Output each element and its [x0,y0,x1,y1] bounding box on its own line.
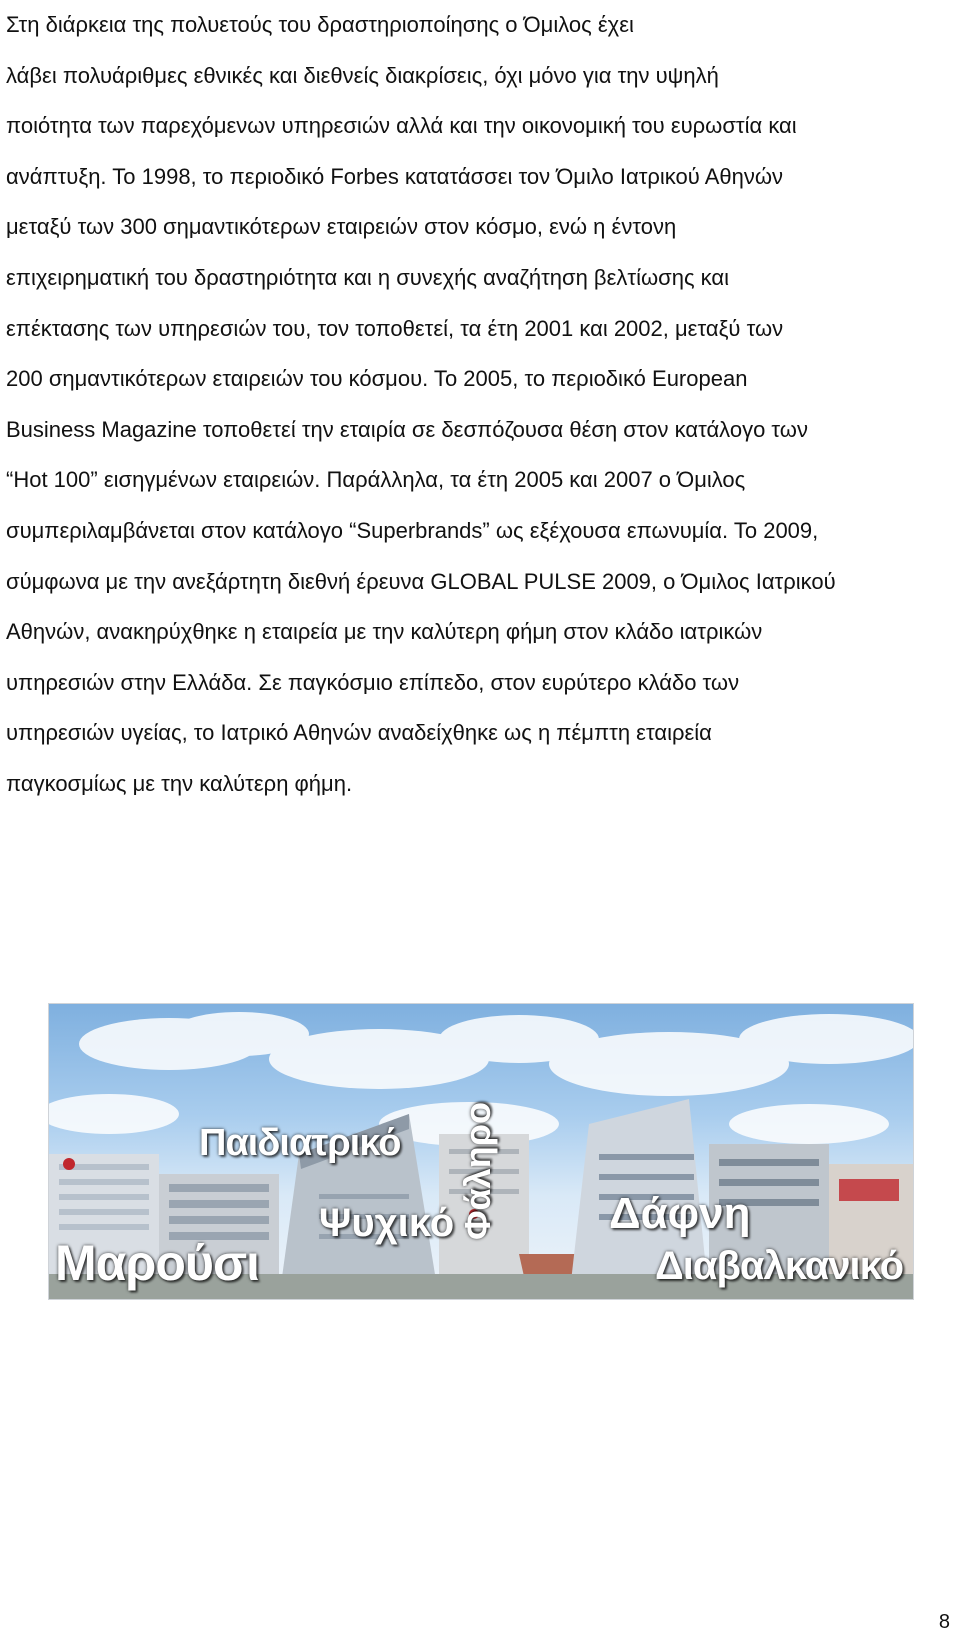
body-paragraph [6,0,956,810]
paragraph-line: 200 σημαντικότερων εταιρειών του κόσμου. Το 2005, το περιοδικό European [6,366,748,392]
label-paidiatriko: Παιδιατρικό [199,1122,401,1164]
paragraph-line: υπηρεσιών υγείας, το Ιατρικό Αθηνών αναδείχθηκε ως η πέμπτη εταιρεία [6,720,712,746]
paragraph-line: επέκτασης των υπηρεσιών του, τον τοποθετεί, τα έτη 2001 και 2002, μεταξύ των [6,315,784,341]
label-diavalkaniko: Διαβαλκανικό [655,1244,904,1288]
paragraph-line: Στη διάρκεια της πολυετούς του δραστηριοποίησης ο Όμιλος έχει [6,12,634,37]
paragraph-line: ποιότητα των παρεχόμενων υπηρεσιών αλλά και την οικονομική του ευρωστία και [6,113,797,139]
label-dafni: Δάφνη [609,1189,751,1238]
paragraph-line: υπηρεσιών στην Ελλάδα. Σε παγκόσμιο επίπεδο, στον ευρύτερο κλάδο των [6,669,740,695]
paragraph-line: μεταξύ των 300 σημαντικότερων εταιρειών στον κόσμο, ενώ η έντονη [6,214,677,240]
paragraph-line: Business Magazine τοποθετεί την εταιρία σε δεσπόζουσα θέση στον κατάλογο των [6,416,808,442]
paragraph-line: παγκοσμίως με την καλύτερη φήμη. [6,770,353,796]
hospitals-banner-image [48,1003,914,1300]
paragraph-line: επιχειρηματική του δραστηριότητα και η συνεχής αναζήτηση βελτίωσης και [6,264,730,290]
label-marousi: Μαρούσι [55,1235,260,1291]
paragraph-line: σύμφωνα με την ανεξάρτητη διεθνή έρευνα GLOBAL PULSE 2009, ο Όμιλος Ιατρικού [6,568,836,594]
paragraph-line: “Hot 100” εισηγμένων εταιρειών. Παράλληλα, τα έτη 2005 και 2007 ο Όμιλος [6,467,746,493]
label-faliro: Φάληρο [457,1102,498,1240]
label-psychiko: Ψυχικό [319,1201,455,1245]
paragraph-line: λάβει πολυάριθμες εθνικές και διεθνείς διακρίσεις, όχι μόνο για την υψηλή [6,62,719,88]
paragraph-line: συμπεριλαμβάνεται στον κατάλογο “Superbrands” ως εξέχουσα επωνυμία. Το 2009, [6,517,819,543]
paragraph-line: ανάπτυξη. Το 1998, το περιοδικό Forbes κατατάσσει τον Όμιλο Ιατρικού Αθηνών [6,163,784,189]
paragraph-line: Αθηνών, ανακηρύχθηκε η εταιρεία με την καλύτερη φήμη στον κλάδο ιατρικών [6,619,763,645]
page-number: 8 [938,1611,950,1633]
